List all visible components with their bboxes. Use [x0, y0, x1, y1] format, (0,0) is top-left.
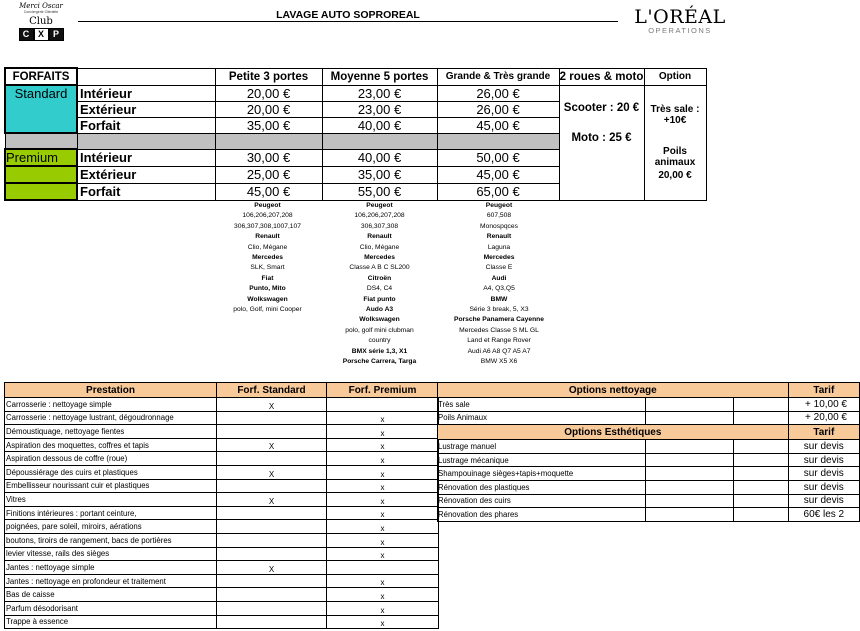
prestation-row — [5, 493, 439, 507]
petite-model-line: Punto, Mito — [249, 285, 286, 293]
prestation-label: Trappe à essence — [5, 615, 217, 629]
std-exterieur-moyenne: 23,00 € — [322, 101, 437, 117]
option-poils: Poils animaux — [654, 145, 696, 168]
grande-model-line: BMW X5 X6 — [480, 358, 518, 366]
esthetique-row-label: Rénovation des cuirs — [438, 494, 646, 508]
separator-cell — [5, 133, 77, 149]
grande-model-line: Monospqces — [480, 222, 518, 230]
col-grande: Grande & Très grande — [437, 68, 559, 85]
grande-model-line: Série 3 break, 5, X3 — [469, 306, 529, 314]
header-empty — [77, 68, 215, 85]
moyenne-model-line: Classe A B C SL200 — [349, 264, 410, 272]
option-row-label: Très sale — [438, 398, 646, 412]
petite-model-line: Mercedes — [252, 254, 283, 262]
premium-color-cell — [5, 166, 77, 183]
grande-model-line: Classe E — [485, 264, 513, 272]
esthetique-row — [438, 494, 860, 508]
esthetique-row-label: Lustrage manuel — [438, 440, 646, 454]
empty-cell — [733, 467, 788, 481]
prestation-row — [5, 547, 439, 561]
petite-model-line: SLK, Smart — [250, 264, 285, 272]
grande-model-line: Land et Range Rover — [467, 337, 531, 345]
prem-mark: x — [327, 493, 439, 507]
prestation-row — [5, 574, 439, 588]
std-mark — [217, 547, 327, 561]
std-mark — [217, 506, 327, 520]
grande-model-line: Peugeot — [485, 202, 513, 209]
std-mark — [217, 588, 327, 602]
prem-mark: x — [327, 425, 439, 439]
prem-interieur-petite: 30,00 € — [215, 149, 322, 166]
esthetique-row-label: Lustrage mécanique — [438, 453, 646, 467]
prestation-row — [5, 520, 439, 534]
petite-model-line: Peugeot — [254, 202, 281, 209]
empty-cell — [646, 494, 733, 508]
moyenne-model-line: 106,206,207,208 — [354, 212, 405, 220]
esthetique-row-label: Shampouinage sièges+tapis+moquette — [438, 467, 646, 481]
moyenne-model-line: Citroën — [367, 274, 392, 282]
prestation-label: Embellisseur nourissant cuir et plastiques — [5, 479, 217, 493]
prestation-row — [5, 425, 439, 439]
moto-price: Moto : 25 € — [571, 131, 632, 144]
prem-mark: x — [327, 438, 439, 452]
esthetique-row-value: sur devis — [788, 440, 859, 454]
options-table — [437, 382, 860, 522]
esthetique-row — [438, 508, 860, 522]
prem-forfait-moyenne: 55,00 € — [322, 183, 437, 200]
std-mark: X — [217, 493, 327, 507]
col-moyenne: Moyenne 5 portes — [322, 68, 437, 85]
std-mark — [217, 520, 327, 534]
esthetique-row-label: Rénovation des phares — [438, 508, 646, 522]
std-mark — [217, 615, 327, 629]
esthetique-row — [438, 453, 860, 467]
prestation-label: Parfum désodorisant — [5, 601, 217, 615]
logo-letter-c: C — [19, 28, 34, 41]
forfaits-table — [4, 67, 707, 201]
empty-cell — [646, 508, 733, 522]
empty-cell — [733, 480, 788, 494]
forfaits-corner: FORFAITS — [5, 68, 77, 85]
grande-model-line: 607,508 — [486, 212, 512, 220]
esthetique-header: Options Esthétiques — [438, 425, 789, 440]
loreal-operations: OPERATIONS — [648, 26, 712, 35]
scooter-price: Scooter : 20 € — [563, 101, 640, 114]
prestation-row — [5, 533, 439, 547]
prestation-label: boutons, tiroirs de rangement, bacs de portières — [5, 533, 217, 547]
option-cell — [644, 85, 706, 200]
std-mark: X — [217, 438, 327, 452]
std-forfait-grande: 45,00 € — [437, 117, 559, 133]
option-row-label: Poils Animaux — [438, 411, 646, 425]
moyenne-model-line: Porsche Carrera, Targa — [342, 358, 417, 366]
empty-cell — [733, 411, 788, 425]
prestation-label: Finitions intérieures : portant ceinture, — [5, 506, 217, 520]
options-header: Options nettoyage — [438, 383, 789, 398]
petite-model-line: Fiat — [261, 274, 274, 282]
grande-model-line: BMW — [490, 295, 508, 303]
moyenne-model-line: BMX série 1,3, X1 — [351, 347, 408, 355]
std-mark — [217, 574, 327, 588]
prem-mark: x — [327, 615, 439, 629]
prem-exterieur-label: Extérieur — [77, 166, 215, 183]
prestation-label: Carrosserie : nettoyage lustrant, dégoudronnage — [5, 411, 217, 425]
prestation-row — [5, 561, 439, 575]
esthetique-row-label: Rénovation des plastiques — [438, 480, 646, 494]
prem-mark — [327, 561, 439, 575]
std-mark: X — [217, 398, 327, 412]
logo-brand: Merci Oscar — [19, 2, 63, 10]
logo-cxp — [10, 28, 72, 41]
moyenne-model-line: country — [368, 337, 391, 345]
prem-exterieur-moyenne: 35,00 € — [322, 166, 437, 183]
petite-model-line: Renault — [255, 233, 280, 241]
prestation-row — [5, 588, 439, 602]
prem-mark: x — [327, 601, 439, 615]
prestation-label: Vitres — [5, 493, 217, 507]
std-forfait-petite: 35,00 € — [215, 117, 322, 133]
prestation-row — [5, 465, 439, 479]
option-tres-sale: Très sale : +10€ — [650, 103, 700, 126]
esthetique-row-value: sur devis — [788, 494, 859, 508]
models-grande-list — [438, 201, 560, 368]
separator-cell — [322, 133, 437, 149]
prestation-label: poignées, pare soleil, miroirs, aérations — [5, 520, 217, 534]
prem-mark: x — [327, 588, 439, 602]
std-exterieur-grande: 26,00 € — [437, 101, 559, 117]
grande-model-line: Laguna — [487, 243, 511, 251]
prem-mark: x — [327, 506, 439, 520]
models-petite-list — [214, 201, 321, 315]
moyenne-model-line: 306,307,308 — [360, 222, 399, 230]
moyenne-model-line: Clio, Mégane — [359, 243, 400, 251]
esthetique-row-value: sur devis — [788, 467, 859, 481]
moyenne-model-line: DS4, C4 — [366, 285, 393, 293]
std-mark — [217, 601, 327, 615]
esthetique-row — [438, 440, 860, 454]
petite-model-line: 106,206,207,208 — [242, 212, 293, 220]
petite-model-line: polo, Golf, mini Cooper — [233, 306, 302, 314]
empty-cell — [733, 494, 788, 508]
col-option: Option — [644, 68, 706, 85]
prem-exterieur-grande: 45,00 € — [437, 166, 559, 183]
moyenne-model-line: polo, golf mini clubman — [345, 326, 414, 334]
petite-model-line: Wolkswagen — [247, 295, 288, 303]
prem-mark: x — [327, 574, 439, 588]
loreal-logo — [630, 6, 730, 35]
std-exterieur-label: Extérieur — [77, 101, 215, 117]
std-forfait-moyenne: 40,00 € — [322, 117, 437, 133]
prestation-row — [5, 452, 439, 466]
logo-subtitle: Conciergerie Clientèle — [23, 10, 59, 14]
logo-letter-p: P — [49, 28, 64, 41]
col-petite: Petite 3 portes — [215, 68, 322, 85]
std-exterieur-petite: 20,00 € — [215, 101, 322, 117]
prestation-header: Prestation — [5, 383, 217, 398]
empty-cell — [646, 440, 733, 454]
empty-cell — [733, 453, 788, 467]
moyenne-model-line: Audo A3 — [365, 306, 394, 314]
prestation-label: Aspiration dessous de coffre (roue) — [5, 452, 217, 466]
prem-mark: x — [327, 411, 439, 425]
std-mark: X — [217, 561, 327, 575]
option-row-value: + 10,00 € — [788, 398, 859, 412]
options-tarif-header: Tarif — [788, 383, 859, 398]
esthetique-tarif-header: Tarif — [788, 425, 859, 440]
prestation-label: Carrosserie : nettoyage simple — [5, 398, 217, 412]
logo-club: Club — [29, 16, 53, 27]
prestation-label: Jantes : nettoyage en profondeur et traitement — [5, 574, 217, 588]
prestations-table — [4, 382, 439, 629]
prestation-row — [5, 438, 439, 452]
empty-cell — [646, 411, 733, 425]
std-forfait-label: Forfait — [77, 117, 215, 133]
prestation-label: Démoustiquage, nettoyage fientes — [5, 425, 217, 439]
petite-model-line: 306,307,308,1007,107 — [234, 222, 301, 230]
esthetique-row — [438, 480, 860, 494]
std-mark — [217, 479, 327, 493]
prem-mark: x — [327, 547, 439, 561]
prem-forfait-grande: 65,00 € — [437, 183, 559, 200]
petite-model-line: Clio, Mégane — [247, 243, 288, 251]
separator-cell — [215, 133, 322, 149]
std-interieur-label: Intérieur — [77, 85, 215, 101]
premium-category: Premium — [5, 149, 77, 166]
prestation-row — [5, 506, 439, 520]
empty-cell — [646, 480, 733, 494]
esthetique-row-value: 60€ les 2 — [788, 508, 859, 522]
std-interieur-petite: 20,00 € — [215, 85, 322, 101]
moyenne-model-line: Wolkswagen — [359, 316, 400, 324]
prestation-row — [5, 398, 439, 412]
grande-model-line: Mercedes Classe S ML GL — [459, 326, 539, 334]
prestation-row — [5, 479, 439, 493]
grande-model-line: Renault — [486, 233, 512, 241]
prem-mark: x — [327, 533, 439, 547]
moto-cell — [559, 85, 644, 200]
prestation-label: Dépoussiérage des cuirs et plastiques — [5, 465, 217, 479]
prestation-row — [5, 615, 439, 629]
prem-mark: x — [327, 479, 439, 493]
models-moyenne-list — [322, 201, 437, 368]
esthetique-header-row — [438, 425, 860, 440]
moyenne-model-line: Fiat punto — [363, 295, 396, 303]
prestation-label: Aspiration des moquettes, coffres et tapis — [5, 438, 217, 452]
prestation-label: Jantes : nettoyage simple — [5, 561, 217, 575]
moyenne-model-line: Peugeot — [366, 202, 393, 209]
col-2roues: 2 roues & moto — [559, 68, 644, 85]
prem-mark: x — [327, 520, 439, 534]
prem-header: Forf. Premium — [327, 383, 439, 398]
separator-cell — [77, 133, 215, 149]
grande-model-line: Audi A6 A8 Q7 A5 A7 — [467, 347, 531, 355]
std-mark — [217, 533, 327, 547]
std-mark — [217, 452, 327, 466]
prem-interieur-label: Intérieur — [77, 149, 215, 166]
loreal-wordmark: L'ORÉAL — [634, 6, 726, 28]
grande-model-line: Porsche Panamera Cayenne — [454, 316, 544, 324]
option-poils-price: 20,00 € — [658, 169, 692, 181]
prestation-row — [5, 411, 439, 425]
standard-category: Standard — [5, 85, 77, 133]
premium-color-cell — [5, 183, 77, 200]
option-row — [438, 398, 860, 412]
merci-oscar-logo — [10, 2, 72, 54]
page-title: LAVAGE AUTO SOPROREAL — [78, 9, 618, 22]
empty-cell — [646, 453, 733, 467]
option-row — [438, 411, 860, 425]
prem-mark: x — [327, 452, 439, 466]
std-interieur-grande: 26,00 € — [437, 85, 559, 101]
esthetique-row-value: sur devis — [788, 480, 859, 494]
prem-forfait-label: Forfait — [77, 183, 215, 200]
grande-model-line: A4, Q3,Q5 — [483, 285, 515, 293]
empty-cell — [733, 440, 788, 454]
prestation-label: Bas de caisse — [5, 588, 217, 602]
empty-cell — [646, 467, 733, 481]
std-mark — [217, 411, 327, 425]
prestation-label: levier vitesse, rails des sièges — [5, 547, 217, 561]
moyenne-model-line: Mercedes — [364, 254, 395, 262]
prem-mark — [327, 398, 439, 412]
moyenne-model-line: Renault — [367, 233, 392, 241]
grande-model-line: Audi — [491, 274, 507, 282]
option-row-value: + 20,00 € — [788, 411, 859, 425]
std-interieur-moyenne: 23,00 € — [322, 85, 437, 101]
std-mark: X — [217, 465, 327, 479]
empty-cell — [733, 508, 788, 522]
std-mark — [217, 425, 327, 439]
prem-interieur-grande: 50,00 € — [437, 149, 559, 166]
logo-letter-x: X — [34, 28, 49, 41]
std-header: Forf. Standard — [217, 383, 327, 398]
prem-forfait-petite: 45,00 € — [215, 183, 322, 200]
grande-model-line: Mercedes — [483, 254, 515, 262]
prem-mark: x — [327, 465, 439, 479]
prestation-row — [5, 601, 439, 615]
prem-exterieur-petite: 25,00 € — [215, 166, 322, 183]
empty-cell — [733, 398, 788, 412]
esthetique-row — [438, 467, 860, 481]
esthetique-row-value: sur devis — [788, 453, 859, 467]
separator-cell — [437, 133, 559, 149]
empty-cell — [646, 398, 733, 412]
prem-interieur-moyenne: 40,00 € — [322, 149, 437, 166]
